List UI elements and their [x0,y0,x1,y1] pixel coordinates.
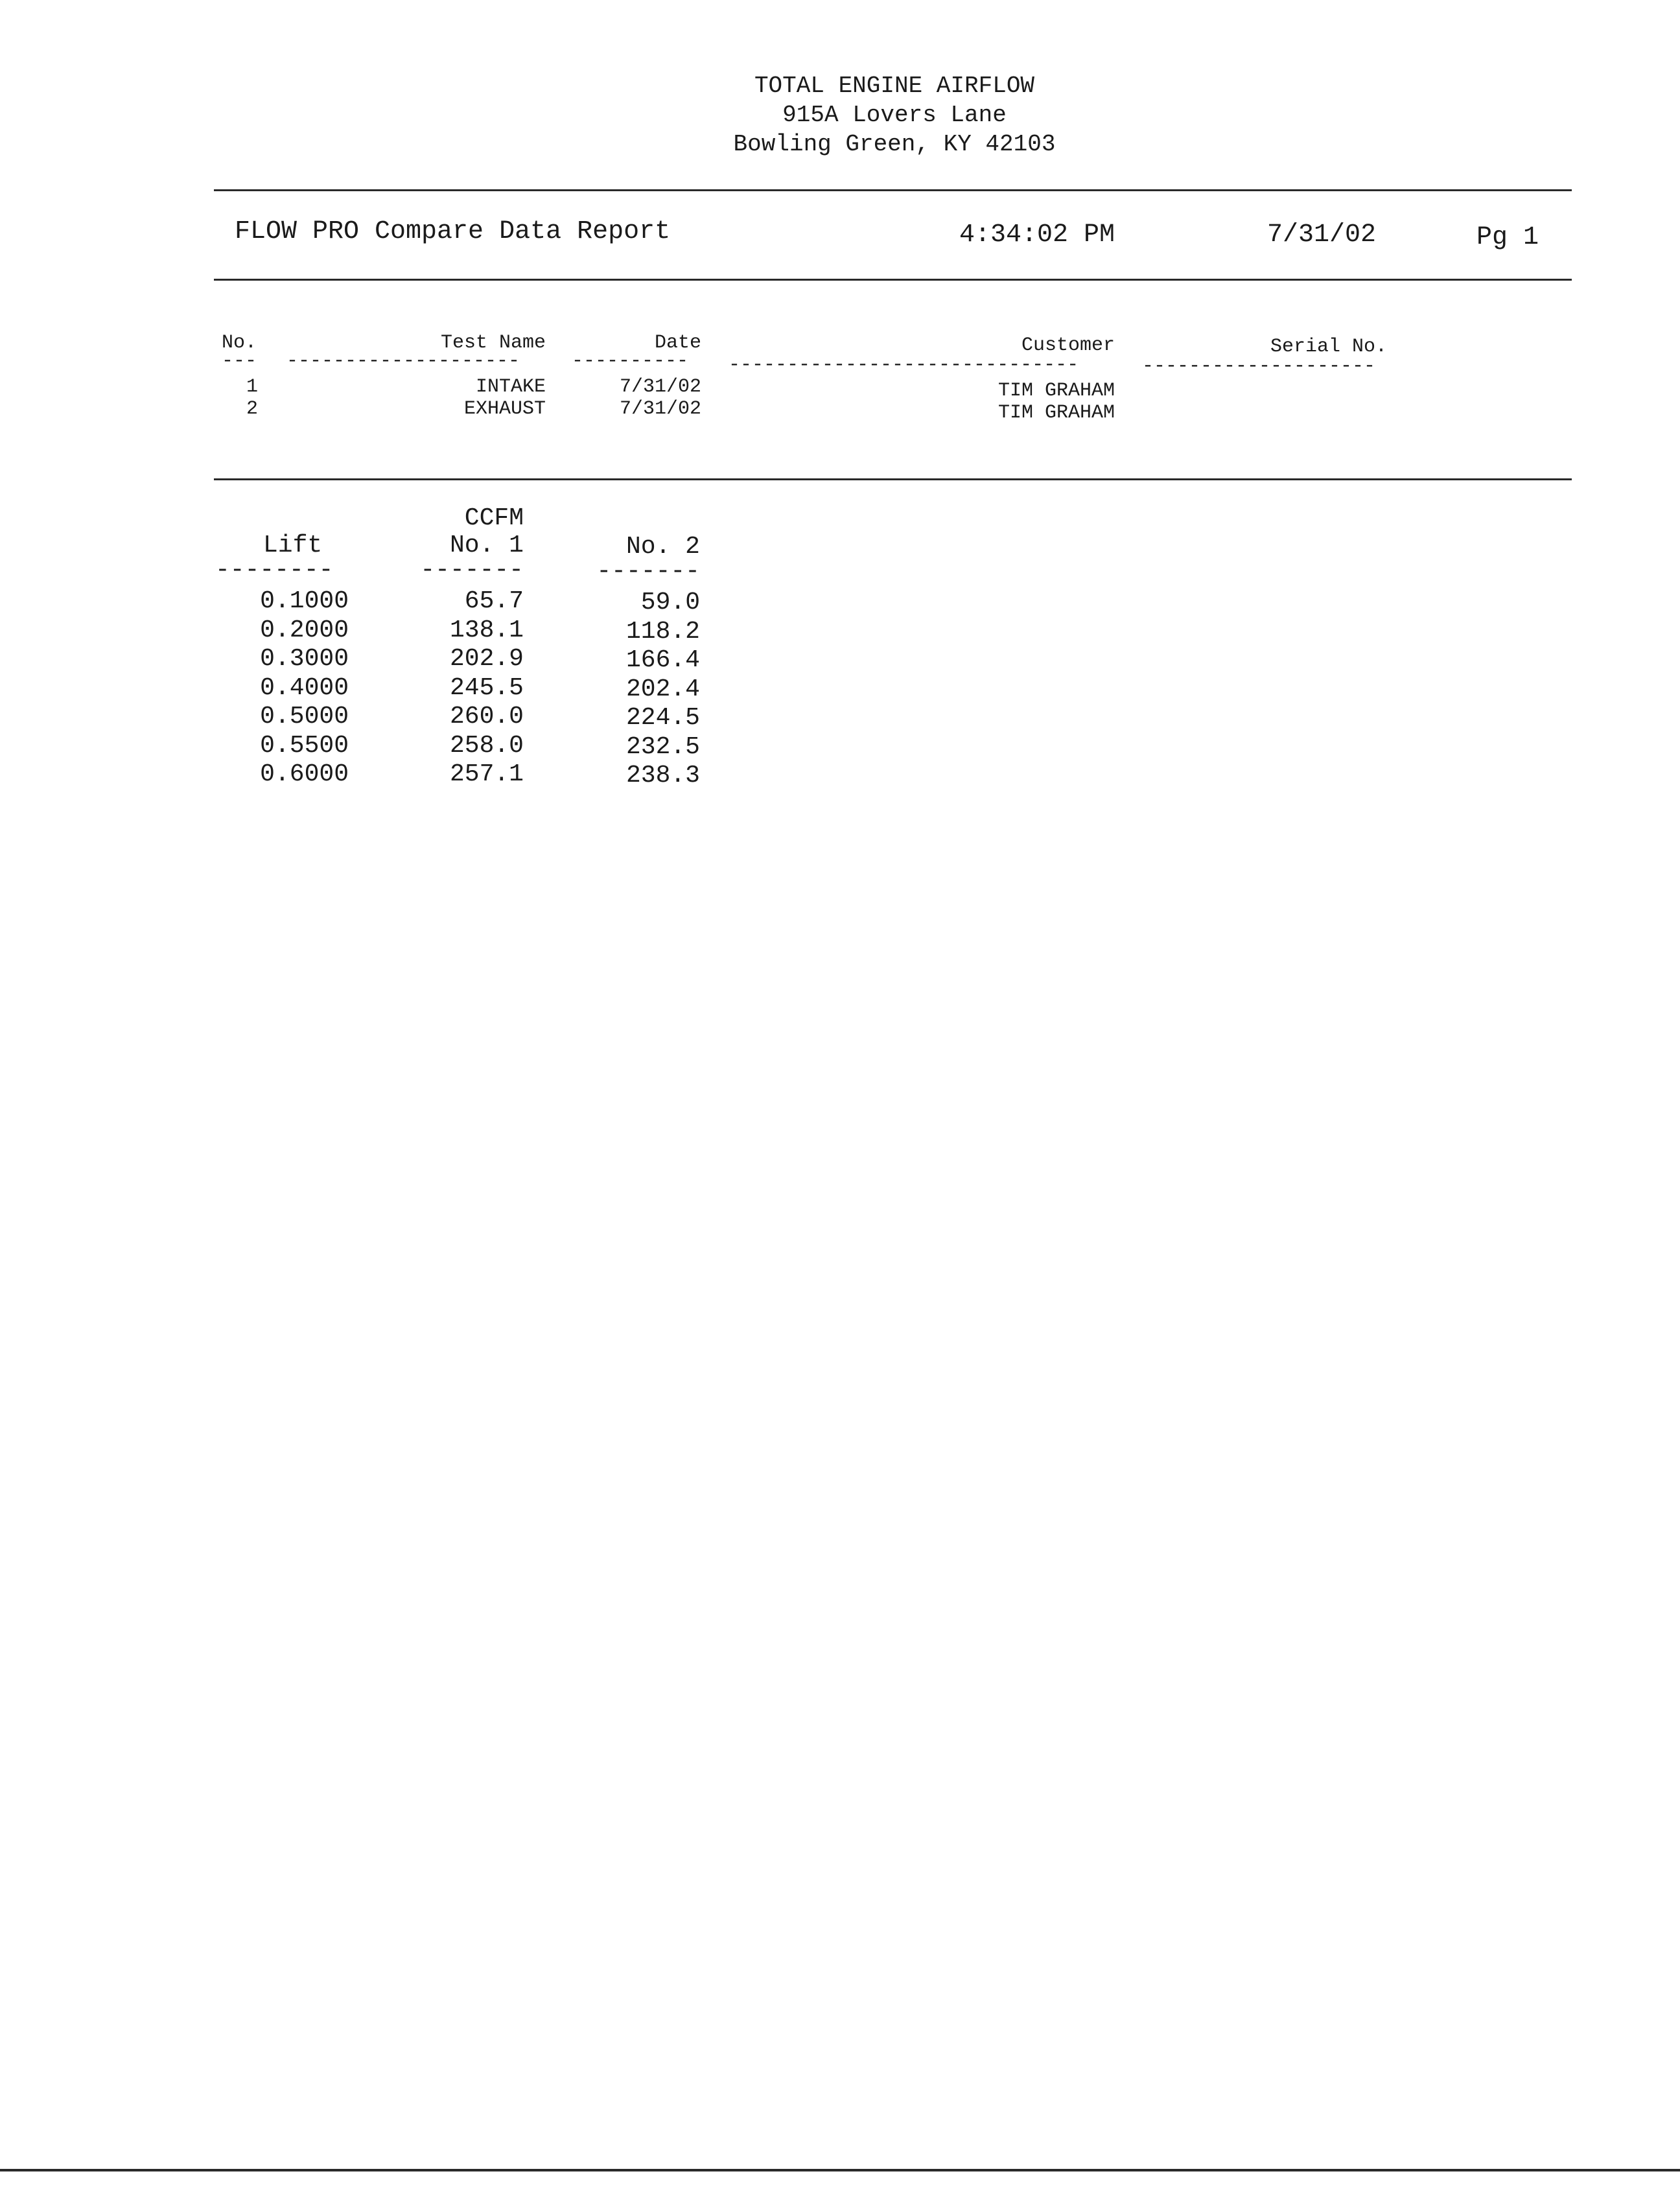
no2-value: 166.4 [625,646,700,674]
no1-value: 138.1 [449,616,524,644]
no2-value: 238.3 [625,762,700,790]
col-header-no2: No. 2 [625,533,700,561]
lift-value: 0.5500 [260,731,349,760]
no1-value: 258.0 [449,731,524,760]
dash-serial: -------------------- [1142,355,1376,377]
test-date: 7/31/02 [619,376,701,398]
lift-value: 0.4000 [260,673,349,702]
no1-value: 65.7 [464,587,524,615]
dash-customer: ------------------------------ [729,354,1079,376]
test-no: 2 [246,398,259,420]
company-city: Bowling Green, KY 42103 [733,131,1056,158]
report-title: FLOW PRO Compare Data Report [235,217,671,246]
col-header-no1: No. 1 [449,532,524,559]
no1-value: 245.5 [449,673,524,702]
no1-value: 260.0 [449,703,524,731]
no1-value: 202.9 [449,645,524,673]
title-rule [214,279,1572,281]
top-rule [214,189,1572,191]
no2-value: 232.5 [625,732,700,761]
col-header-customer: Customer [1021,334,1115,357]
no2-value: 59.0 [640,589,700,616]
test-name: INTAKE [475,376,546,398]
bottom-rule [0,2169,1680,2171]
test-customer: TIM GRAHAM [998,380,1115,402]
col-header-serial: Serial No. [1270,336,1388,358]
lift-value: 0.2000 [260,616,349,644]
lift-value: 0.3000 [260,645,349,673]
no1-value: 257.1 [449,760,524,788]
col-header-lift: Lift [263,532,323,559]
section-rule [214,478,1572,480]
test-no: 1 [246,376,259,398]
lift-value: 0.1000 [260,587,349,615]
page-number: Pg 1 [1476,223,1539,252]
dash-no1: ------- [420,556,524,584]
dash-date: ---------- [572,350,689,372]
report-date: 7/31/02 [1267,220,1377,250]
dash-test-name: -------------------- [286,350,520,372]
report-time: 4:34:02 PM [959,220,1115,250]
col-header-no: No. [222,332,257,354]
ccfm-header: CCFM [464,504,524,532]
col-header-test-name: Test Name [440,332,546,354]
no2-value: 202.4 [625,675,700,703]
dash-lift: -------- [215,556,334,584]
dash-no: --- [222,350,257,372]
test-customer: TIM GRAHAM [998,402,1115,424]
lift-value: 0.5000 [260,703,349,731]
company-street: 915A Lovers Lane [782,102,1007,128]
dash-no2: ------- [596,557,700,585]
no2-value: 118.2 [625,617,700,646]
test-name: EXHAUST [463,398,546,420]
lift-value: 0.6000 [260,760,349,788]
test-date: 7/31/02 [619,398,701,420]
company-name: TOTAL ENGINE AIRFLOW [754,73,1035,99]
col-header-date: Date [654,332,701,354]
no2-value: 224.5 [625,704,700,732]
